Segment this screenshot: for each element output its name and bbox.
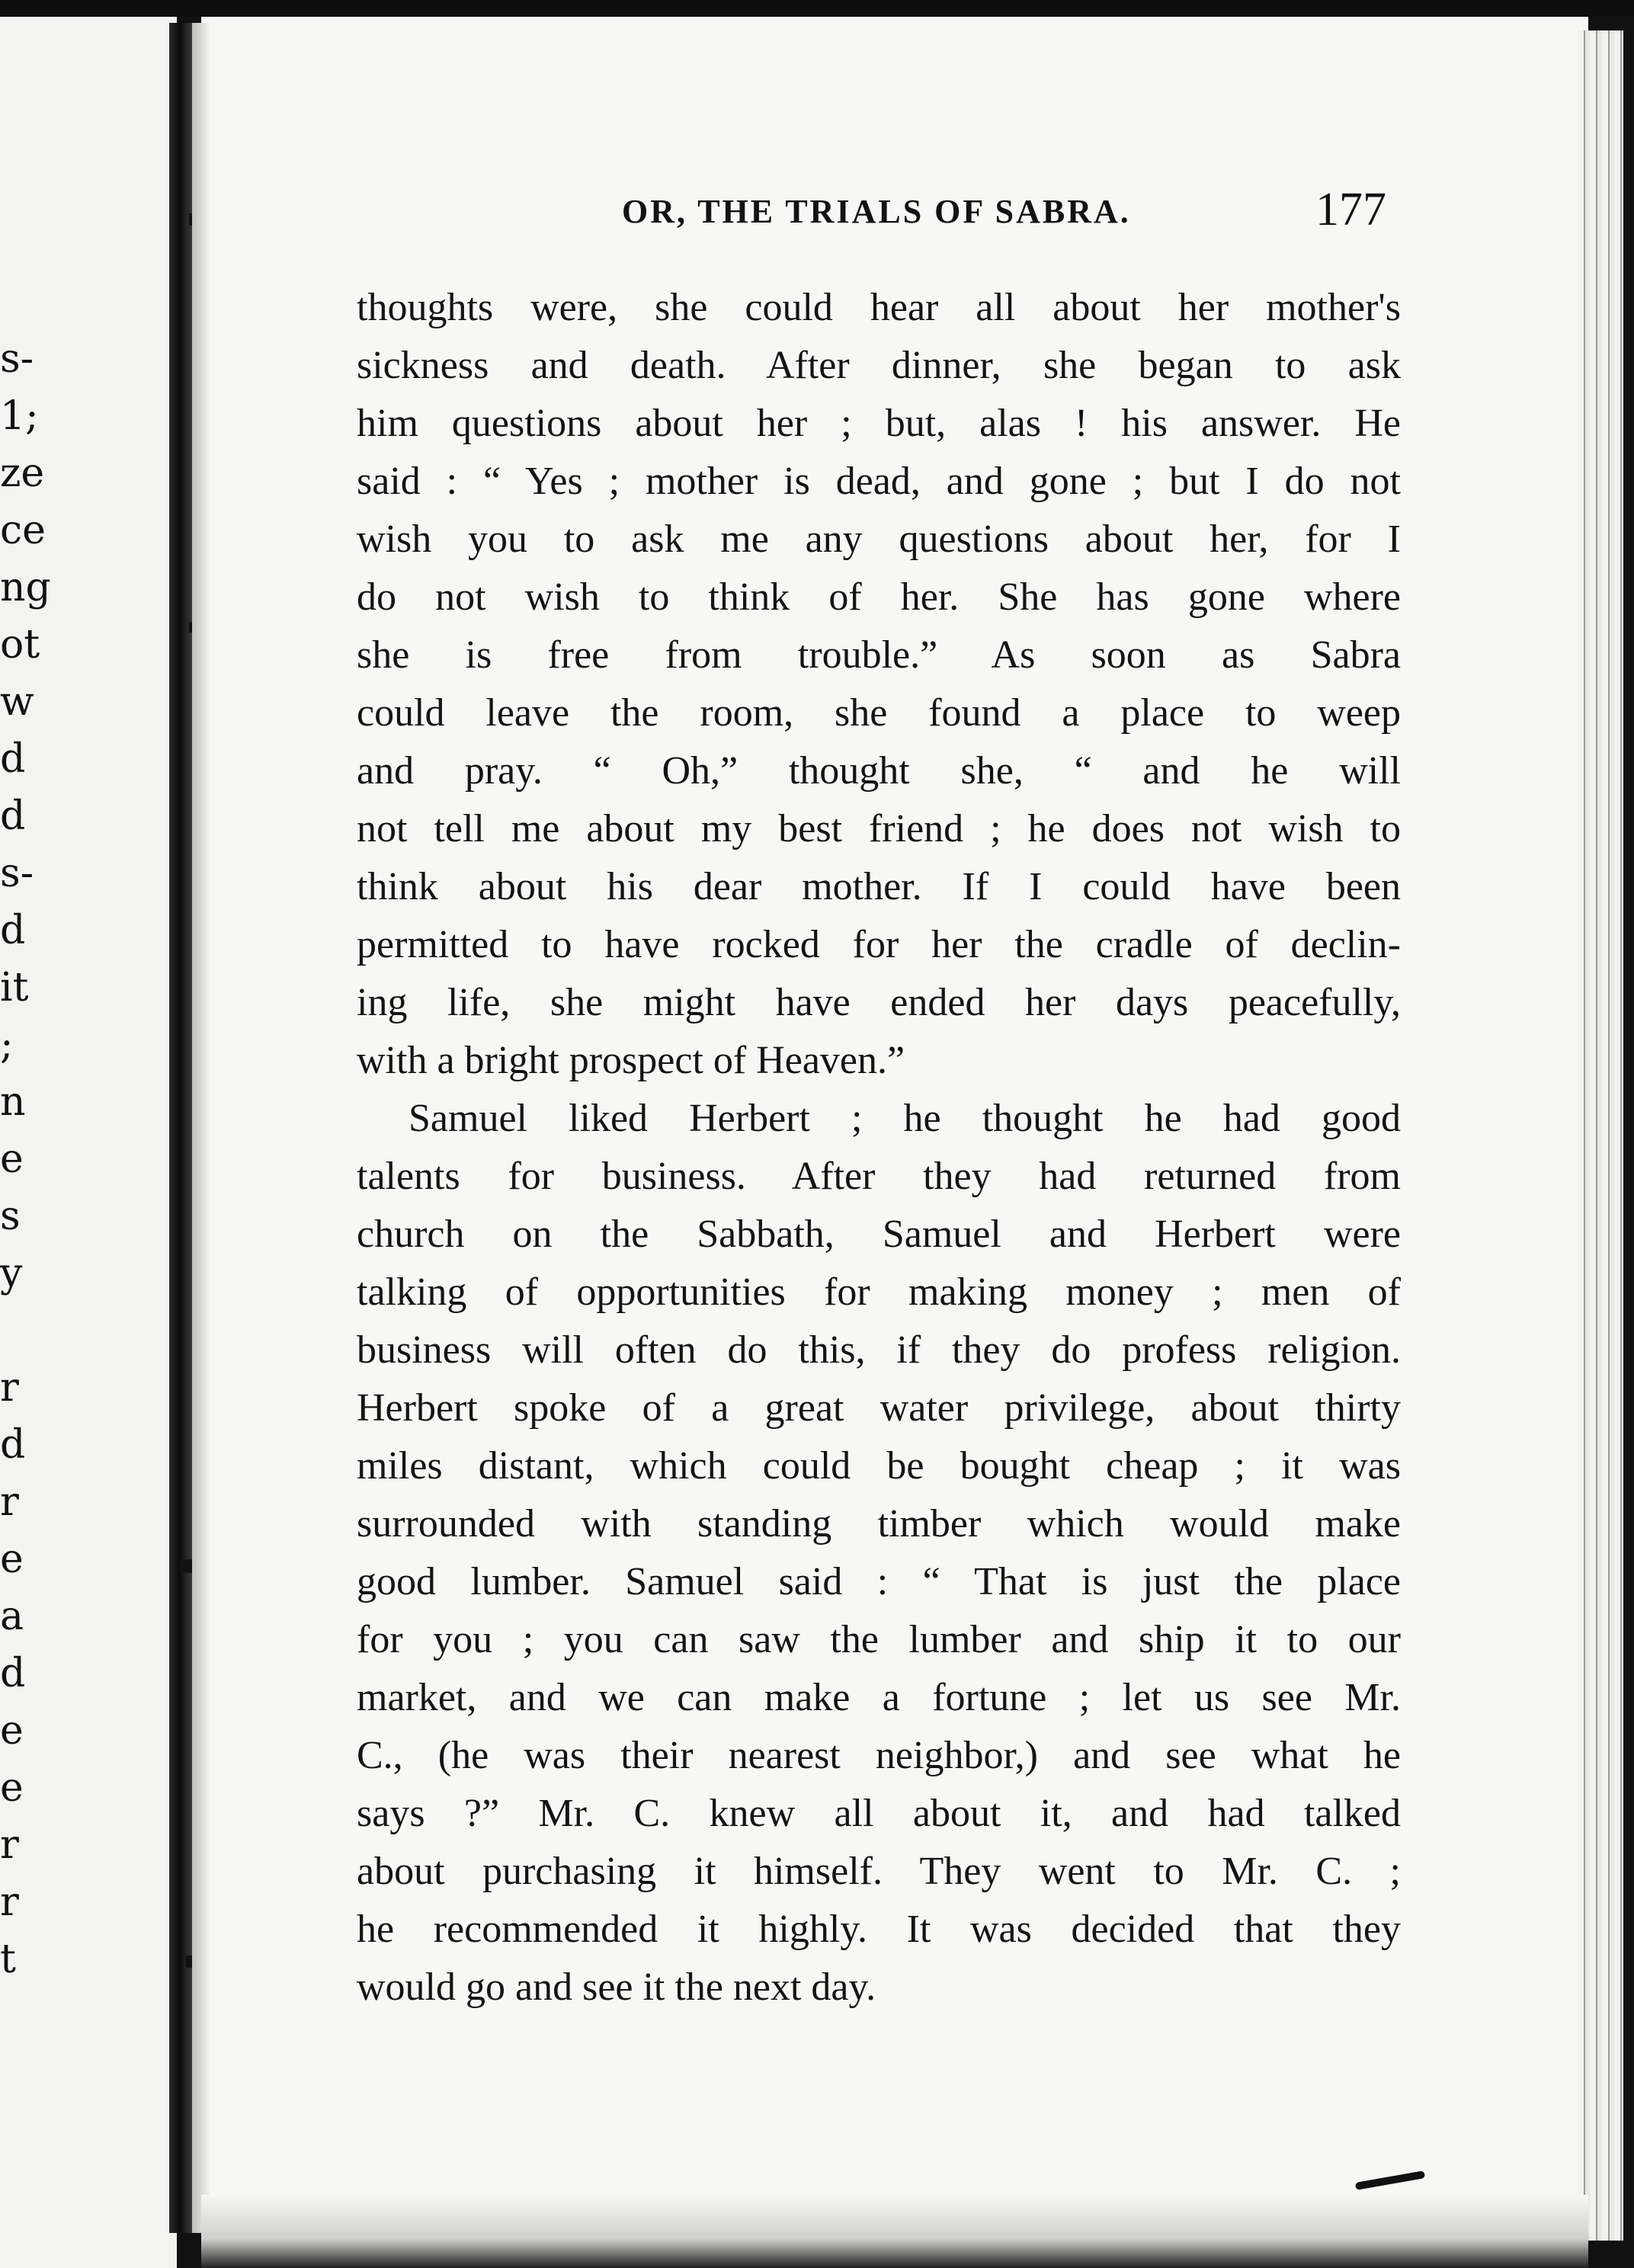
left-page-fragment: r [0, 1479, 19, 1525]
left-page-fragment: s- [0, 850, 34, 896]
paragraph [357, 279, 1401, 1090]
left-page-fragment: ce [0, 508, 46, 553]
book-gutter [169, 23, 192, 2233]
left-page-fragment: e [0, 1765, 24, 1811]
left-page-fragment: ng [0, 565, 51, 610]
text-line: business will often do this, if they do profess religion. [357, 1328, 1401, 1372]
left-page-fragment [0, 1302, 46, 1360]
text-line: surrounded with standing timber which would make [357, 1502, 1401, 1546]
left-page-fragment: ; [0, 1022, 14, 1068]
text-line: he recommended it highly. It was decided that they [357, 1908, 1401, 1951]
page-edge-right [1578, 30, 1623, 2241]
left-page-fragment: r [0, 1365, 19, 1411]
left-page-fragment: d [0, 908, 26, 953]
text-line: church on the Sabbath, Samuel and Herbert were [357, 1212, 1401, 1256]
left-facing-page [0, 17, 177, 2268]
text-line: talking of opportunities for making money ; men of [357, 1270, 1401, 1314]
text-line: with a bright prospect of Heaven.” [357, 1039, 905, 1082]
left-page-text-fragments [0, 331, 51, 1988]
left-page-fragment: s- [0, 336, 34, 382]
left-page-fragment: y [0, 1251, 23, 1296]
left-page-fragment: d [0, 736, 26, 782]
text-line: think about his dear mother. If I could have been [357, 865, 1401, 908]
text-line: Samuel liked Herbert ; he thought he had good [408, 1097, 1401, 1140]
text-line: do not wish to think of her. She has gone where [357, 575, 1401, 619]
text-line: talents for business. After they had returned from [357, 1155, 1401, 1198]
text-line: would go and see it the next day. [357, 1965, 876, 2009]
left-page-fragment: e [0, 1536, 24, 1582]
text-line: good lumber. Samuel said : “ That is just the place [357, 1560, 1401, 1603]
left-page-fragment: d [0, 1422, 26, 1468]
text-line: C., (he was their nearest neighbor,) and see what he [357, 1734, 1401, 1777]
paragraph [357, 1090, 1401, 2017]
text-line: market, and we can make a fortune ; let us see Mr. [357, 1676, 1401, 1719]
scan-top-border [0, 0, 1634, 17]
text-line: thoughts were, she could hear all about her mother's [357, 286, 1401, 329]
page-number: 177 [1315, 184, 1386, 235]
left-page-fragment: it [0, 965, 29, 1011]
text-line: wish you to ask me any questions about her, for I [357, 517, 1401, 561]
left-page-fragment: w [0, 679, 34, 725]
left-page-fragment: e [0, 1708, 24, 1754]
left-page-fragment: ze [0, 450, 45, 496]
text-line: ing life, she might have ended her days peacefully, [357, 981, 1401, 1024]
text-line: for you ; you can saw the lumber and ship it to our [357, 1618, 1401, 1661]
left-page-fragment: r [0, 1879, 19, 1925]
left-page-fragment: r [0, 1822, 19, 1868]
left-page-fragment: d [0, 1651, 26, 1696]
left-page-fragment: ot [0, 622, 40, 668]
running-head: OR, THE TRIALS OF SABRA. [622, 193, 1131, 230]
text-line: she is free from trouble.” As soon as Sabra [357, 633, 1401, 677]
left-page-fragment: s [0, 1193, 21, 1239]
text-line: miles distant, which could be bought cheap ; it was [357, 1444, 1401, 1488]
left-page-fragment: a [0, 1594, 24, 1639]
left-page-fragment: d [0, 793, 26, 839]
gutter-shadow [192, 23, 210, 2233]
text-line: about purchasing it himself. They went to Mr. C. ; [357, 1850, 1401, 1893]
text-line: Herbert spoke of a great water privilege, about thirty [357, 1386, 1401, 1430]
left-page-fragment: n [0, 1079, 26, 1125]
text-line: says ?” Mr. C. knew all about it, and had talked [357, 1792, 1401, 1835]
text-line: could leave the room, she found a place to weep [357, 691, 1401, 735]
text-line: permitted to have rocked for her the cradle of declin- [357, 923, 1401, 966]
left-page-fragment: t [0, 1936, 16, 1982]
left-page-fragment: e [0, 1136, 24, 1182]
page-edge-bottom [201, 2195, 1588, 2268]
text-line: him questions about her ; but, alas ! his answer. He [357, 402, 1401, 445]
text-line: sickness and death. After dinner, she began to ask [357, 344, 1401, 387]
body-text [357, 279, 1401, 2017]
text-line: said : “ Yes ; mother is dead, and gone ; but I do not [357, 460, 1401, 503]
left-page-fragment: 1; [0, 393, 39, 439]
text-line: not tell me about my best friend ; he does not wish to [357, 807, 1401, 850]
text-line: and pray. “ Oh,” thought she, “ and he will [357, 749, 1401, 793]
